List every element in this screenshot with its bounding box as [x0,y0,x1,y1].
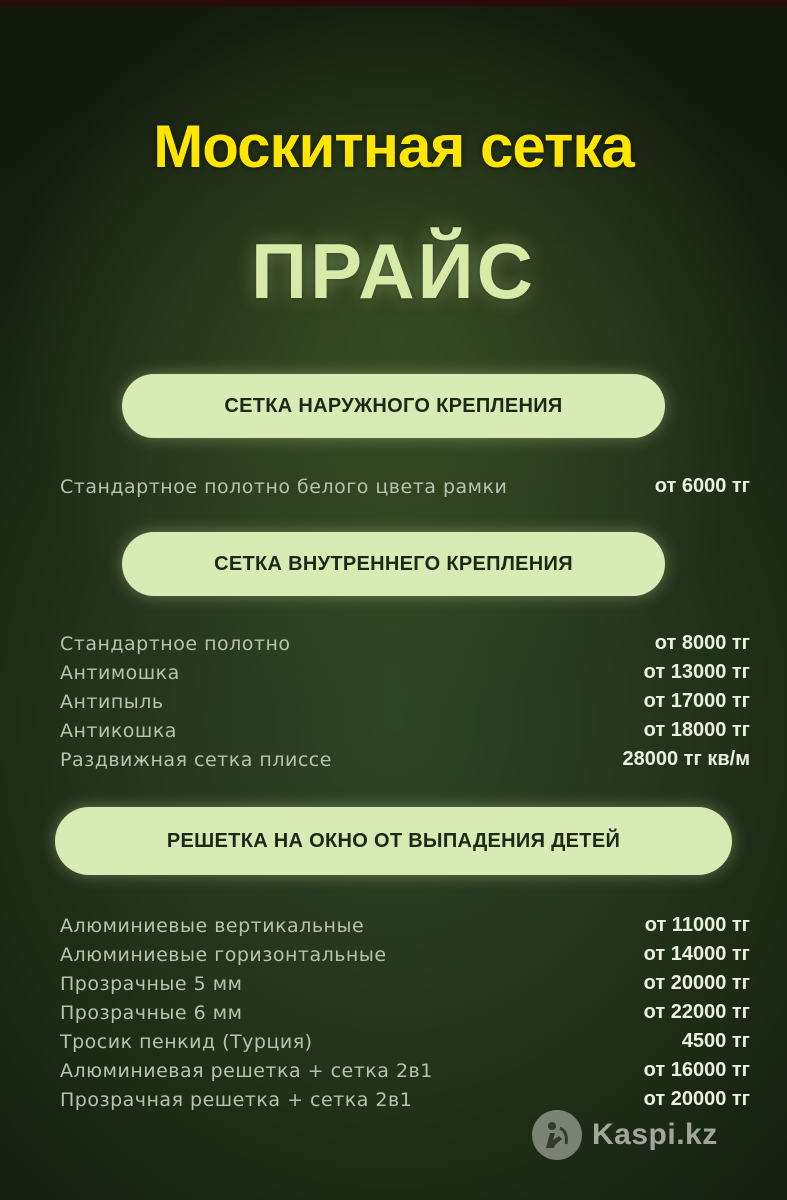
item-price: от 20000 тг [643,972,750,994]
item-label: Прозрачные 6 мм [60,1001,243,1024]
item-label: Антипыль [60,690,164,713]
price-heading: ПРАЙС [251,227,536,315]
section-heading-child-safety-grille: РЕШЕТКА НА ОКНО ОТ ВЫПАДЕНИЯ ДЕТЕЙ [55,807,732,875]
item-label: Раздвижная сетка плиссе [60,748,332,771]
item-label: Стандартное полотно [60,632,291,655]
top-strip [0,0,787,6]
item-price: от 17000 тг [643,690,750,712]
item-price: от 20000 тг [643,1088,750,1110]
price-row [60,687,750,716]
item-label: Стандартное полотно белого цвета рамки [60,475,508,498]
item-price: 4500 тг [681,1030,750,1052]
item-label: Антикошка [60,719,177,742]
price-row [60,940,750,969]
item-price: от 22000 тг [643,1001,750,1023]
section-heading-outdoor-mount: СЕТКА НАРУЖНОГО КРЕПЛЕНИЯ [122,374,665,438]
item-label: Алюминиевые вертикальные [60,914,365,937]
kaspi-watermark-text: Kaspi.kz [592,1118,718,1151]
item-price: от 11000 тг [644,914,750,936]
item-label: Антимошка [60,661,180,684]
item-label: Алюминиевая решетка + сетка 2в1 [60,1059,433,1082]
item-price: от 18000 тг [643,719,750,741]
price-row [60,629,750,658]
price-row [60,1056,750,1085]
price-row [60,745,750,774]
kaspi-logo-icon [532,1110,582,1160]
item-price: 28000 тг кв/м [622,748,750,770]
page-title: Москитная сетка [153,113,634,180]
item-label: Прозрачная решетка + сетка 2в1 [60,1088,413,1111]
section-heading-indoor-mount: СЕТКА ВНУТРЕННЕГО КРЕПЛЕНИЯ [122,532,665,596]
item-price: от 8000 тг [654,632,750,654]
price-row [60,658,750,687]
item-price: от 6000 тг [654,475,750,497]
price-row [60,472,750,501]
item-label: Тросик пенкид (Турция) [60,1030,313,1053]
kaspi-watermark [532,1110,718,1160]
item-label: Алюминиевые горизонтальные [60,943,387,966]
item-price: от 13000 тг [643,661,750,683]
item-label: Прозрачные 5 мм [60,972,243,995]
price-row [60,911,750,940]
price-row [60,716,750,745]
item-price: от 14000 тг [643,943,750,965]
price-row [60,998,750,1027]
price-row [60,969,750,998]
price-row [60,1027,750,1056]
item-price: от 16000 тг [643,1059,750,1081]
